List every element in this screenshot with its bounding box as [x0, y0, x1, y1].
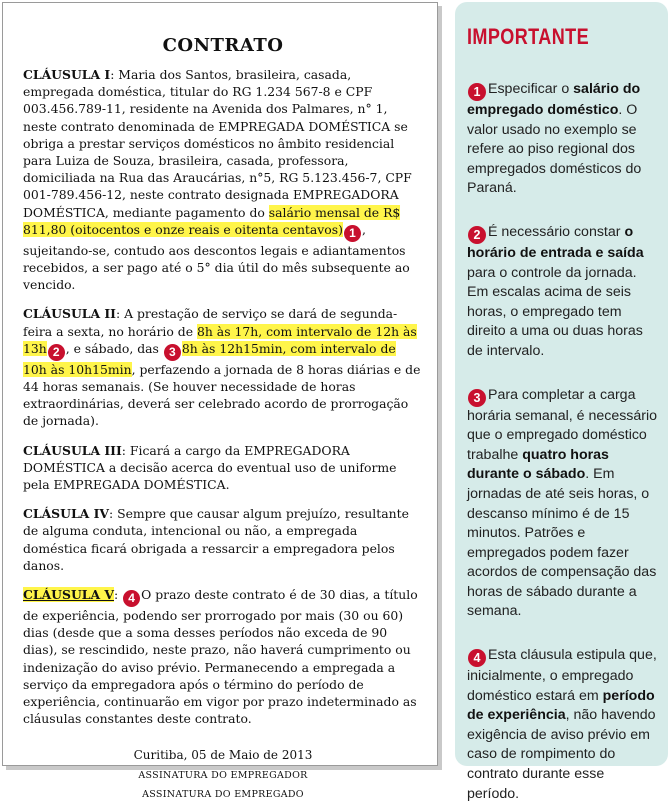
note-4-post: , não havendo exigência de aviso prévio em caso de rompimento do contrato durante esse período.	[467, 707, 656, 802]
note-1-pre: Especificar o	[488, 81, 574, 97]
clause-1-text-b: , sujeitando-se, contudo aos descontos legais e adiantamentos recebidos, a ser pago até o 5° dia útil do mês subsequente ao vencido.	[23, 221, 410, 293]
note-1	[467, 80, 658, 199]
note-2-post: para o controle da jornada. Em escalas acima de seis horas, o empregado tem direito a uma ou duas horas de intervalo.	[467, 264, 643, 359]
clause-2-saturday-hours-highlight: 8h às 12h15min, com intervalo de 10h às 10h15min	[23, 340, 396, 377]
note-3	[467, 386, 658, 623]
contract-document	[2, 2, 438, 800]
marker-4-badge: 4	[123, 590, 140, 607]
clause-5	[23, 586, 423, 727]
clause-2	[23, 305, 423, 429]
clause-1-text-a: : Maria dos Santos, brasileira, casada, empregada doméstica, titular do RG 1.234 567-8 e CPF 003.456.789-11, residente na Avenida dos Palmares, n° 1, neste contrato denominada de EMPREGADA DOMÉSTICA se obriga a prestar serviços domésticos no âmbito residencial para Luiza de Souza, brasileira, casada, professora, domiciliada na Rua das Araucárias, n°5, RG 5.123.456-7, CPF 001-789.456-12, neste contrato designada EMPREGADORA DOMÉSTICA, mediante pagamento do	[23, 67, 412, 220]
note-3-post: . Em jornadas de até seis horas, o descanso mínimo é de 15 minutos. Patrões e empregados podem fazer acordos de compensação das horas de sábado durante a semana.	[467, 466, 657, 620]
important-sidebar	[455, 2, 668, 802]
clause-3-text: : Ficará a cargo da EMPREGADORA DOMÉSTICA a decisão acerca do eventual uso de uniforme pela EMPREGADA DOMÉSTICA.	[23, 442, 397, 493]
note-2	[467, 223, 658, 362]
note-4	[467, 646, 658, 804]
clause-2-text-c: , perfazendo a jornada de 8 horas diárias e de 44 horas semanais. (Se houver necessidade de horas extraordinárias, deverá ser celebrado acordo de prorrogação de jornada).	[23, 361, 421, 429]
marker-3-badge: 3	[164, 344, 181, 361]
marker-1-badge: 1	[344, 225, 361, 242]
note-1-badge: 1	[468, 83, 486, 101]
note-2-badge: 2	[468, 226, 486, 244]
note-1-bold: salário do empregado doméstico	[467, 81, 641, 118]
clause-2-weekday-hours-highlight: 8h às 17h, com intervalo de 12h às 13h	[23, 323, 417, 356]
contract-date: Curitiba, 05 de Maio de 2013	[133, 747, 313, 762]
clause-1	[23, 66, 423, 293]
marker-2-badge: 2	[48, 344, 65, 361]
note-4-bold: período de experiência	[467, 687, 655, 724]
clause-4	[23, 505, 423, 574]
signature-employee: ASSINATURA DO EMPREGADO	[142, 788, 304, 800]
note-4-badge: 4	[468, 649, 486, 667]
clause-3-label: CLÁUSULA III	[23, 442, 122, 458]
clause-2-text-b: , e sábado, das	[65, 340, 163, 356]
note-3-badge: 3	[468, 389, 486, 407]
clause-5-label: CLÁUSULA V	[23, 587, 114, 603]
note-1-post: . O valor usado no exemplo se refere ao piso regional dos empregados domésticos do Paraná.	[467, 102, 642, 197]
clause-4-label: CLÁSULA IV	[23, 506, 109, 522]
contract-title: CONTRATO	[162, 35, 284, 56]
note-4-pre: Esta cláusula estipula que, inicialmente, o empregado doméstico estará em	[467, 647, 657, 704]
note-2-bold: o horário de entrada e saída	[467, 223, 644, 261]
clause-1-salary-highlight: salário mensal de R$ 811,80 (oitocentos e onze reais e oitenta centavos)	[23, 204, 401, 237]
note-3-bold: quatro horas durante o sábado	[467, 446, 609, 483]
clause-5-text: O prazo deste contrato é de 30 dias, a título de experiência, podendo ser prorrogado por mais (30 ou 60) dias (desde que a soma desses períodos não exceda de 90 dias), se rescindido, neste prazo, não haverá cumprimento ou indenização do aviso prévio. Permanecendo a empregada a serviço da empregadora após o término do período de experiência, continuarão em vigor por prazo indeterminado as cláusulas constantes deste contrato.	[23, 587, 418, 727]
note-3-pre: Para completar a carga horária semanal, é necessário que o empregado doméstico trabalhe	[467, 386, 658, 463]
clause-4-text: : Sempre que causar algum prejuízo, resultante de alguma conduta, intencional ou não, a empregada doméstica ficará obrigada a ressarcir a empregadora pelos danos.	[23, 506, 409, 573]
clause-5-colon: :	[114, 587, 119, 603]
clause-2-text-a: : A prestação de serviço se dará de segunda-feira a sexta, no horário de	[23, 306, 398, 339]
clause-3	[23, 442, 423, 494]
clause-2-label: CLÁUSULA II	[23, 306, 116, 322]
note-2-pre: É necessário constar	[488, 223, 625, 240]
signature-employer: ASSINATURA DO EMPREGADOR	[138, 769, 308, 781]
sidebar-title: IMPORTANTE	[467, 24, 590, 49]
clause-1-label: CLÁUSULA I	[23, 67, 111, 82]
